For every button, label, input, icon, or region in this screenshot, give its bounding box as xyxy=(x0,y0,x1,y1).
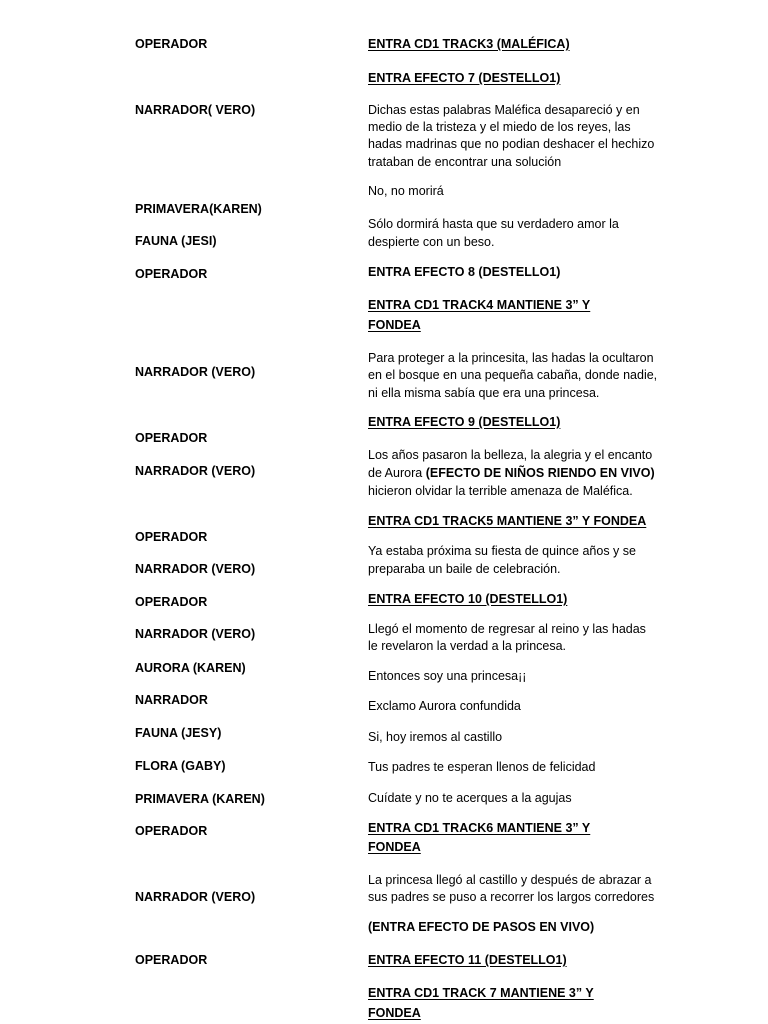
dialogue-line: hadas madrinas que no podian deshacer el hechizo xyxy=(368,137,655,151)
dialogue-line: medio de la tristeza y el miedo de los reyes, las xyxy=(368,120,631,134)
speaker-label: PRIMAVERA (KAREN) xyxy=(135,792,265,806)
dialogue-line: Entonces soy una princesa¡¡ xyxy=(368,669,527,683)
speaker-label: NARRADOR (VERO) xyxy=(135,365,256,379)
sound-cue: ENTRA CD1 TRACK3 (MALÉFICA) xyxy=(368,37,570,51)
dialogue-line: Tus padres te esperan llenos de felicidad xyxy=(368,760,596,774)
speaker-label: OPERADOR xyxy=(135,595,208,609)
speaker-label: OPERADOR xyxy=(135,530,208,544)
speaker-label: NARRADOR xyxy=(135,693,208,707)
dialogue-line: Llegó el momento de regresar al reino y las hadas xyxy=(368,622,646,636)
dialogue-line: sus padres se puso a recorrer los largos corredores xyxy=(368,890,655,904)
live-effect-cue: (ENTRA EFECTO DE PASOS EN VIVO) xyxy=(368,920,595,934)
dialogue-line: despierte con un beso. xyxy=(368,235,495,249)
speaker-label: NARRADOR (VERO) xyxy=(135,627,256,641)
speaker-label: NARRADOR (VERO) xyxy=(135,464,256,478)
dialogue-line: Los años pasaron la belleza, la alegria y el encanto xyxy=(368,448,653,462)
dialogue-line: trataban de encontrar una solución xyxy=(368,155,562,169)
speaker-label: NARRADOR( VERO) xyxy=(135,103,256,117)
speaker-label: OPERADOR xyxy=(135,953,208,967)
sound-cue: ENTRA EFECTO 9 (DESTELLO1) xyxy=(368,415,561,429)
dialogue-line: ni ella misma sabía que era una princesa. xyxy=(368,386,600,400)
dialogue-line: Ya estaba próxima su fiesta de quince años y se xyxy=(368,544,636,558)
sound-cue: FONDEA xyxy=(368,318,421,332)
speaker-label: AURORA (KAREN) xyxy=(135,661,246,675)
dialogue-line: La princesa llegó al castillo y después de abrazar a xyxy=(368,873,652,887)
dialogue-line: hicieron olvidar la terrible amenaza de Maléfica. xyxy=(368,484,633,498)
sound-cue: ENTRA EFECTO 11 (DESTELLO1) xyxy=(368,953,567,967)
speaker-label: PRIMAVERA(KAREN) xyxy=(135,202,262,216)
speaker-label: FAUNA (JESI) xyxy=(135,234,217,248)
sound-cue: ENTRA CD1 TRACK4 MANTIENE 3” Y xyxy=(368,298,591,312)
sound-cue: FONDEA xyxy=(368,840,421,854)
dialogue-line: Exclamo Aurora confundida xyxy=(368,699,521,713)
sound-cue: ENTRA EFECTO 7 (DESTELLO1) xyxy=(368,71,561,85)
sound-cue: FONDEA xyxy=(368,1006,421,1020)
sound-cue: ENTRA CD1 TRACK 7 MANTIENE 3” Y xyxy=(368,986,594,1000)
dialogue-line: en el bosque en una pequeña cabaña, donde nadie, xyxy=(368,368,658,382)
sound-cue: ENTRA CD1 TRACK6 MANTIENE 3” Y xyxy=(368,821,591,835)
dialogue-line: Cuídate y no te acerques a la agujas xyxy=(368,791,572,805)
speaker-label: OPERADOR xyxy=(135,431,208,445)
speaker-label: OPERADOR xyxy=(135,37,208,51)
dialogue-line: le revelaron la verdad a la princesa. xyxy=(368,639,567,653)
dialogue-line: Si, hoy iremos al castillo xyxy=(368,730,503,744)
speaker-label: NARRADOR (VERO) xyxy=(135,562,256,576)
live-effect-cue: (EFECTO DE NIÑOS RIENDO EN VIVO) xyxy=(425,466,655,480)
speaker-label: NARRADOR (VERO) xyxy=(135,890,256,904)
speaker-label: FLORA (GABY) xyxy=(135,759,226,773)
dialogue-line xyxy=(368,465,655,482)
dialogue-line: Para proteger a la princesita, las hadas la ocultaron xyxy=(368,351,654,365)
dialogue-line: No, no morirá xyxy=(368,184,444,198)
dialogue-text: de Aurora xyxy=(368,466,426,480)
speaker-label: OPERADOR xyxy=(135,267,208,281)
dialogue-line: preparaba un baile de celebración. xyxy=(368,562,561,576)
speaker-label: OPERADOR xyxy=(135,824,208,838)
sound-cue: ENTRA CD1 TRACK5 MANTIENE 3” Y FONDEA xyxy=(368,514,647,528)
sound-cue: ENTRA EFECTO 8 (DESTELLO1) xyxy=(368,265,561,279)
dialogue-line: Sólo dormirá hasta que su verdadero amor la xyxy=(368,217,619,231)
sound-cue: ENTRA EFECTO 10 (DESTELLO1) xyxy=(368,592,568,606)
speaker-label: FAUNA (JESY) xyxy=(135,726,222,740)
dialogue-line: Dichas estas palabras Maléfica desapareció y en xyxy=(368,103,640,117)
